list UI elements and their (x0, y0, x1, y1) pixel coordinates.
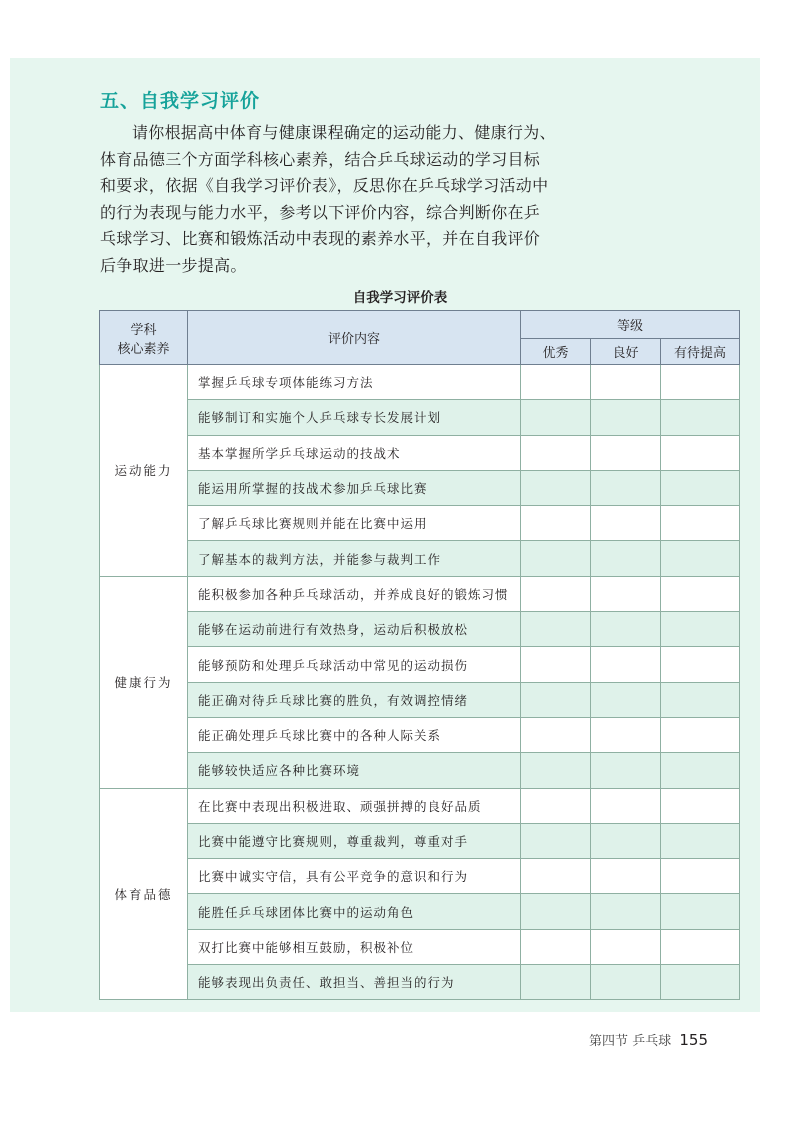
page-number: 155 (679, 1031, 708, 1049)
criterion-cell: 能够表现出负责任、敢担当、善担当的行为 (188, 965, 521, 1000)
grade-cell-excellent[interactable] (521, 470, 591, 505)
grade-cell-good[interactable] (591, 435, 661, 470)
footer-topic: 乒乓球 (632, 1034, 672, 1049)
criterion-cell: 了解基本的裁判方法，并能参与裁判工作 (188, 541, 521, 576)
table-row (100, 506, 740, 541)
intro-line: 请你根据高中体育与健康课程确定的运动能力、健康行为、 (132, 123, 556, 142)
footer-section: 第四节 (589, 1034, 629, 1049)
grade-cell-improve[interactable] (661, 682, 740, 717)
table-caption: 自我学习评价表 (352, 290, 448, 306)
criterion-cell: 在比赛中表现出积极进取、顽强拼搏的良好品质 (188, 788, 521, 823)
criterion-cell: 能够制订和实施个人乒乓球专长发展计划 (188, 400, 521, 435)
grade-cell-improve[interactable] (661, 859, 740, 894)
grade-cell-excellent[interactable] (521, 506, 591, 541)
grade-cell-improve[interactable] (661, 576, 740, 611)
grade-cell-good[interactable] (591, 506, 661, 541)
criterion-cell: 比赛中诚实守信，具有公平竞争的意识和行为 (188, 859, 521, 894)
category-cell: 运动能力 (100, 365, 188, 577)
grade-cell-excellent[interactable] (521, 717, 591, 752)
table-row (100, 894, 740, 929)
table-row (100, 788, 740, 823)
criterion-cell: 能正确处理乒乓球比赛中的各种人际关系 (188, 717, 521, 752)
grade-cell-improve[interactable] (661, 541, 740, 576)
grade-cell-improve[interactable] (661, 435, 740, 470)
table-row (100, 541, 740, 576)
grade-cell-good[interactable] (591, 682, 661, 717)
grade-cell-excellent[interactable] (521, 788, 591, 823)
self-evaluation-table (99, 310, 740, 1000)
table-row (100, 717, 740, 752)
table-body (100, 365, 740, 1000)
header-content: 评价内容 (188, 311, 521, 365)
grade-cell-good[interactable] (591, 365, 661, 400)
criterion-cell: 能够较快适应各种比赛环境 (188, 753, 521, 788)
grade-cell-excellent[interactable] (521, 541, 591, 576)
grade-cell-good[interactable] (591, 894, 661, 929)
header-grade-good: 良好 (591, 339, 661, 365)
table-row (100, 435, 740, 470)
grade-cell-improve[interactable] (661, 717, 740, 752)
grade-cell-improve[interactable] (661, 823, 740, 858)
grade-cell-good[interactable] (591, 859, 661, 894)
grade-cell-improve[interactable] (661, 965, 740, 1000)
criterion-cell: 基本掌握所学乒乓球运动的技战术 (188, 435, 521, 470)
header-grade: 等级 (521, 311, 740, 339)
table-row (100, 682, 740, 717)
criterion-cell: 能够预防和处理乒乓球活动中常见的运动损伤 (188, 647, 521, 682)
grade-cell-excellent[interactable] (521, 894, 591, 929)
grade-cell-good[interactable] (591, 647, 661, 682)
table-row (100, 576, 740, 611)
table-row (100, 859, 740, 894)
grade-cell-improve[interactable] (661, 470, 740, 505)
grade-cell-excellent[interactable] (521, 929, 591, 964)
grade-cell-good[interactable] (591, 541, 661, 576)
grade-cell-excellent[interactable] (521, 965, 591, 1000)
criterion-cell: 掌握乒乓球专项体能练习方法 (188, 365, 521, 400)
grade-cell-excellent[interactable] (521, 823, 591, 858)
grade-cell-good[interactable] (591, 576, 661, 611)
grade-cell-improve[interactable] (661, 612, 740, 647)
table-row (100, 365, 740, 400)
table-row (100, 753, 740, 788)
criterion-cell: 了解乒乓球比赛规则并能在比赛中运用 (188, 506, 521, 541)
intro-line: 的行为表现与能力水平，参考以下评价内容，综合判断你在乒 (100, 202, 541, 222)
header-category-line2: 核心素养 (117, 341, 170, 357)
grade-cell-good[interactable] (591, 929, 661, 964)
grade-cell-excellent[interactable] (521, 576, 591, 611)
grade-cell-improve[interactable] (661, 506, 740, 541)
grade-cell-improve[interactable] (661, 400, 740, 435)
criterion-cell: 能积极参加各种乒乓球活动，并养成良好的锻炼习惯 (188, 576, 521, 611)
grade-cell-good[interactable] (591, 753, 661, 788)
intro-line: 乓球学习、比赛和锻炼活动中表现的素养水平，并在自我评价 (100, 229, 541, 248)
table-row (100, 470, 740, 505)
grade-cell-excellent[interactable] (521, 612, 591, 647)
criterion-cell: 比赛中能遵守比赛规则，尊重裁判，尊重对手 (188, 823, 521, 858)
grade-cell-good[interactable] (591, 470, 661, 505)
page-footer (589, 1030, 708, 1049)
header-category-line1: 学科 (130, 322, 157, 338)
criterion-cell: 能运用所掌握的技战术参加乒乓球比赛 (188, 470, 521, 505)
grade-cell-good[interactable] (591, 717, 661, 752)
grade-cell-good[interactable] (591, 823, 661, 858)
intro-line: 体育品德三个方面学科核心素养，结合乒乓球运动的学习目标 (100, 149, 541, 169)
grade-cell-excellent[interactable] (521, 435, 591, 470)
header-category (100, 311, 188, 365)
grade-cell-improve[interactable] (661, 788, 740, 823)
header-grade-excellent: 优秀 (521, 339, 591, 365)
grade-cell-excellent[interactable] (521, 400, 591, 435)
grade-cell-good[interactable] (591, 400, 661, 435)
grade-cell-excellent[interactable] (521, 682, 591, 717)
category-cell: 健康行为 (100, 576, 188, 788)
header-grade-improve: 有待提高 (661, 339, 740, 365)
grade-cell-improve[interactable] (661, 365, 740, 400)
table-row (100, 965, 740, 1000)
criterion-cell: 能够在运动前进行有效热身，运动后积极放松 (188, 612, 521, 647)
criterion-cell: 能胜任乒乓球团体比赛中的运动角色 (188, 894, 521, 929)
grade-cell-excellent[interactable] (521, 859, 591, 894)
table-row (100, 929, 740, 964)
grade-cell-excellent[interactable] (521, 647, 591, 682)
grade-cell-improve[interactable] (661, 753, 740, 788)
criterion-cell: 能正确对待乒乓球比赛的胜负，有效调控情绪 (188, 682, 521, 717)
grade-cell-good[interactable] (591, 788, 661, 823)
grade-cell-improve[interactable] (661, 647, 740, 682)
category-cell: 体育品德 (100, 788, 188, 1000)
table-row (100, 823, 740, 858)
intro-line: 和要求，依据《自我学习评价表》，反思你在乒乓球学习活动中 (100, 176, 549, 195)
section-heading: 五、自我学习评价 (100, 90, 261, 112)
table-row (100, 400, 740, 435)
table-row (100, 647, 740, 682)
table-row (100, 612, 740, 647)
grade-cell-improve[interactable] (661, 894, 740, 929)
grade-cell-excellent[interactable] (521, 753, 591, 788)
grade-cell-excellent[interactable] (521, 365, 591, 400)
intro-paragraph (100, 120, 560, 279)
grade-cell-good[interactable] (591, 965, 661, 1000)
criterion-cell: 双打比赛中能够相互鼓励，积极补位 (188, 929, 521, 964)
grade-cell-improve[interactable] (661, 929, 740, 964)
grade-cell-good[interactable] (591, 612, 661, 647)
intro-line: 后争取进一步提高。 (100, 255, 247, 275)
